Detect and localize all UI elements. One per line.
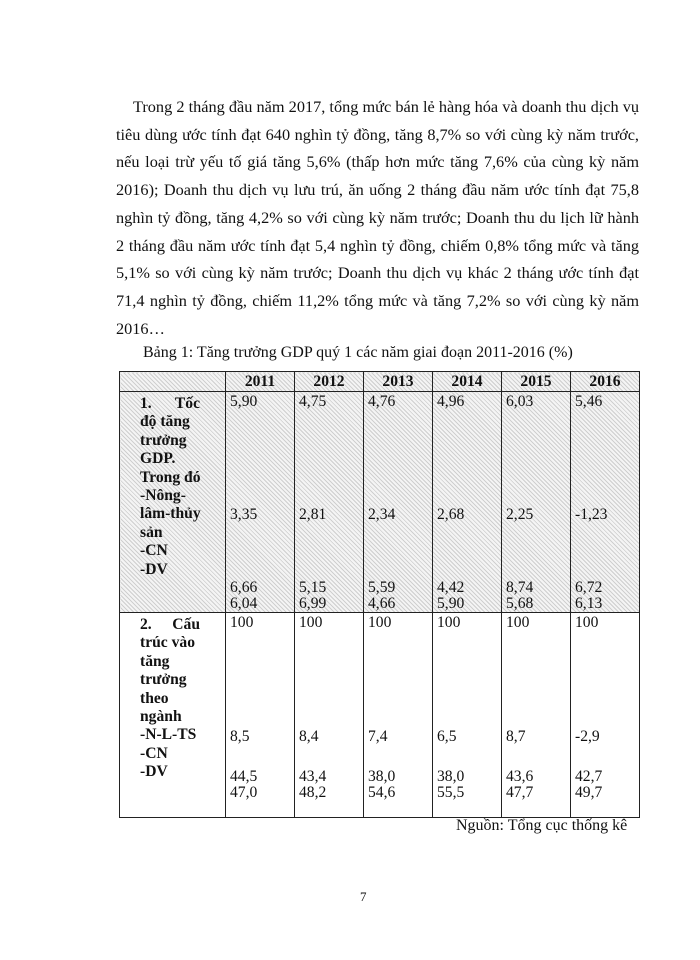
value-cell: 100 7,4 38,0 54,6: [364, 613, 433, 818]
year-header: 2011: [226, 372, 295, 392]
table-header-row: [120, 372, 640, 392]
value-cell: 100 -2,9 42,7 49,7: [571, 613, 640, 818]
value-cell: 6,03 2,25 8,74 5,68: [502, 392, 571, 613]
value-cell: 4,75 2,81 5,15 6,99: [295, 392, 364, 613]
body-paragraph: [116, 93, 639, 342]
table-caption: Bảng 1: Tăng trưởng GDP quý 1 các năm giai đoạn 2011-2016 (%): [143, 344, 573, 361]
value-cell: 100 8,5 44,5 47,0: [226, 613, 295, 818]
year-header: 2013: [364, 372, 433, 392]
value-cell: 100 8,7 43,6 47,7: [502, 613, 571, 818]
table-row-growth-structure: [120, 613, 640, 818]
page-number: 7: [360, 889, 367, 904]
value-cell: 5,46 -1,23 6,72 6,13: [571, 392, 640, 613]
table-row-gdp-growth: [120, 392, 640, 613]
year-header: 2012: [295, 372, 364, 392]
year-header: 2014: [433, 372, 502, 392]
value-cell: 100 8,4 43,4 48,2: [295, 613, 364, 818]
year-header: 2015: [502, 372, 571, 392]
value-cell: 4,96 2,68 4,42 5,90: [433, 392, 502, 613]
value-cell: 100 6,5 38,0 55,5: [433, 613, 502, 818]
paragraph-text: Trong 2 tháng đầu năm 2017, tổng mức bán lẻ hàng hóa và doanh thu dịch vụ tiêu dùng ước tính đạt 640 nghìn tỷ đồng, tăng 8,7% so với cùng kỳ năm trước, nếu loại trừ yếu tố giá tăng 5,6% (thấp hơn mức tăng 7,6% của cùng kỳ năm 2016); Doanh thu dịch vụ lưu trú, ăn uống 2 tháng đầu năm ước tính đạt 75,8 nghìn tỷ đồng, tăng 4,2% so với cùng kỳ năm trước; Doanh thu du lịch lữ hành 2 tháng đầu năm ước tính đạt 5,4 nghìn tỷ đồng, chiếm 0,8% tổng mức và tăng 5,1% so với cùng kỳ năm trước; Doanh thu dịch vụ khác 2 tháng ước tính đạt 71,4 nghìn tỷ đồng, chiếm 11,2% tổng mức và tăng 7,2% so với cùng kỳ năm 2016…: [116, 97, 639, 338]
value-cell: 5,90 3,35 6,66 6,04: [226, 392, 295, 613]
row-label-growth-structure: 2. Cấu trúc vào tăng trưởng theo ngành -N-L-TS -CN -DV: [120, 613, 226, 818]
table-source: Nguồn: Tổng cục thống kê: [456, 817, 628, 834]
row-label-head: 1. Tốc: [140, 395, 200, 412]
row-label-gdp-growth: 1. Tốc độ tăng trưởng GDP. Trong đó -Nông- lâm-thủy sản -CN -DV: [120, 392, 226, 613]
year-header: 2016: [571, 372, 640, 392]
table-corner-cell: [120, 372, 226, 392]
gdp-growth-table: [119, 371, 640, 818]
value-cell: 4,76 2,34 5,59 4,66: [364, 392, 433, 613]
row-label-head: 2. Cấu: [140, 616, 200, 633]
